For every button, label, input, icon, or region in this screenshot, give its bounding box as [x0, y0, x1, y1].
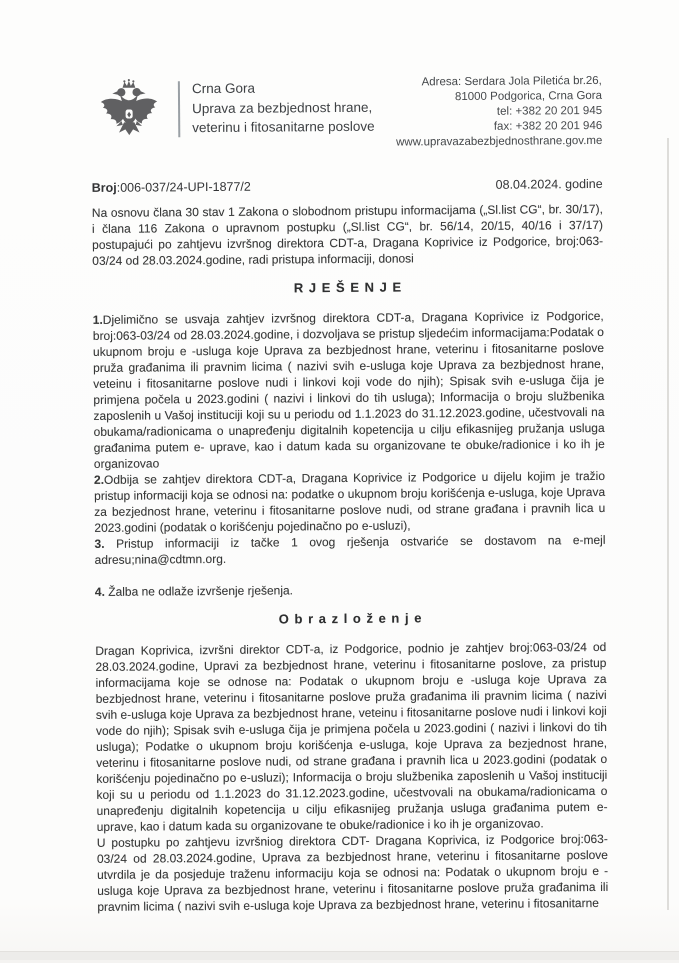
- org-country: Crna Gora: [191, 80, 256, 97]
- point-4-number: 4.: [94, 584, 105, 599]
- org-name-line2: veterinu i fitosanitarne poslove: [192, 118, 375, 136]
- reference-row: [92, 177, 603, 195]
- letterhead-identity: [97, 74, 375, 151]
- decision-point-2: [94, 468, 605, 536]
- explanation-paragraph-1: Dragan Koprivica, izvršni direktor CDT-a, iz Podgorice, podnio je zahtjev broj:063-03/24 od 28.03.2024.godine, Upravi za bezbjednost hrane, veterinu i fitosanitarne poslove, za pristup informacijama koje se odnose na: Podatak o ukupnom broju e -usluga koje Uprava za bezbjednost hrane, veterinu i fitosanitarne poslove pruža građanima ili pravnim licima ( nazivi svih e-usluga koje Uprava za bezbjednost hrane, veteinu i fitosanitarne poslove nudi i linkovi koji vode do njih); Spisak svih e-usluga čija je primjena počela u 2023.godini ( nazivi i linkovi do tih usluga); Podatke o ukupnom broju korišćenja e-usluga, koje Uprava za bezjednost hrane, veterinu i fitosanitarne poslove nudi, od strane građana i pravnih lica u 2023.godini (podatak o korišćenju pojedinačno po e-usluzi); Informacija o broju službenika zaposlenih u Vašoj instituciji koji su u periodu od 1.1.2023 do 31.12.2023.godine, učestvovali na obukama/radionicama o unapređenju digitalnih kopetencija u cilju efikasnijeg pružanja usluga građanima putem e- uprave, kao i datum kada su organizovane te obuke/radionice i ko ih je organizovao.: [95, 639, 608, 834]
- point-1-text: Djelimično se usvaja zahtjev izvršnog direktora CDT-a, Dragana Koprivice iz Podgorice, broj:063-03/24 od 28.03.2024.godine, i dozvoljava se pristup sljedećim informacijama:Podatak o ukupnom broju e -usluga koje Uprava za bezbjednost hrane, veterinu i fitosanitarne poslove pruža građanima ili pravnim licima ( nazivi svih e-usluga koje Uprava za bezbjednost hrane, veteinu i fitosanitarne poslove nudi i linkovi koji vode do njih); Spisak svih e-usluga čija je primjena počela u 2023.godini ( nazivi i linkovi do tih usluga); Informacija o broju službenika zaposlenih u Vašoj instituciji koji su u periodu od 1.1.2023 do 31.12.2023.godine, učestvovali na obukama/radionicama o unapređenju digitalnih kopetencija u cilju efikasnijeg pružanja usluga građanima putem e- uprave, kao i datum kada su organizovane te obuke/radionice i ko ih je organizovao: [92, 308, 605, 471]
- address-website: www.upravazabezbjednosthrane.gov.me: [396, 134, 603, 149]
- decision-title: R J E Š E N J E: [293, 279, 403, 296]
- point-4-text: Žalba ne odlaže izvršenje rješenja.: [104, 583, 294, 599]
- organization-block: [192, 74, 375, 138]
- address-block: [396, 72, 603, 151]
- org-name-line1: Uprava za bezbjednost hrane,: [192, 99, 373, 116]
- decision-point-1: [93, 308, 605, 472]
- address-fax: fax: +382 20 201 946: [493, 119, 603, 133]
- document-date: 08.04.2024. godine: [495, 176, 603, 192]
- document-number-value: :006-037/24-UPI-1877/2: [116, 179, 251, 195]
- letterhead-divider: [178, 81, 180, 137]
- document-number-label: Broj: [91, 180, 117, 195]
- explanation-title: O b r a z l o ž e n j e: [278, 610, 423, 627]
- explanation-paragraph-2: U postupku po zahtjevu izvršniog direktora CDT- Dragana Koprivica, iz Podgorice broj:063-03/24 od 28.03.2024.godine, Uprava za bezbjednost hrane, veterinu i fitosanitarne poslove utvrdila je da posjeduje traženu informaciju koja se odnosi na: Podatak o ukupnom broju e - usluga koje Uprava za bezbjednost hrane, veterinu i fitosanitarne poslove pruža građanima ili pravnim licima ( nazivi svih e-usluga koje Uprava za bezbjednost hrane, veterinu i fitosanitarne: [96, 831, 609, 914]
- address-city: 81000 Podgorica, Crna Gora: [454, 89, 603, 104]
- point-3-text: Pristup informaciji iz tačke 1 ovog rješenja ostvariće se dostavom na e-mejl adresu;nina@cdtmn.org.: [94, 532, 606, 567]
- point-2-text: Odbija se zahtjev direktora CDT-a, Dragana Koprivice iz Podgorice u dijelu kojim je tražio pristup informaciji koja se odnosi na: podatke o ukupnom broju korišćenja e-usluga, koje Uprava za bezjednost hrane, veterinu i fitosanitarne poslove nudi, od strane građana i pravnih lica u 2023.godini (podatak o korišćenju pojedinačno po e-usluzi),: [94, 468, 606, 535]
- letterhead: [97, 72, 603, 153]
- address-street: Adresa: Serdara Jola Piletića br.26,: [421, 74, 602, 89]
- decision-point-4: [95, 580, 606, 600]
- montenegro-coat-of-arms-icon: [97, 78, 162, 151]
- intro-paragraph: Na osnovu člana 30 stav 1 Zakona o slobodnom pristupu informacijama („Sl.list CG“, br. 30/17), i člana 116 Zakona o upravnom postupku („Sl.list CG“, br. 56/14, 20/15, 40/16 i 37/17) postupajući po zahtjevu izvršnog direktora CDT-a, Dragana Koprivice iz Podgorice, broj:063-03/24 od 28.03.2024.godine, radi pristupa informaciji, donosi: [91, 201, 604, 268]
- point-3-number: 3.: [94, 536, 105, 551]
- document-number: [92, 180, 251, 195]
- document-body: [92, 201, 609, 915]
- point-1-number: 1.: [92, 312, 103, 327]
- decision-point-3: [94, 532, 605, 568]
- address-tel: tel: +382 20 201 945: [496, 104, 603, 118]
- point-2-number: 2.: [93, 472, 105, 487]
